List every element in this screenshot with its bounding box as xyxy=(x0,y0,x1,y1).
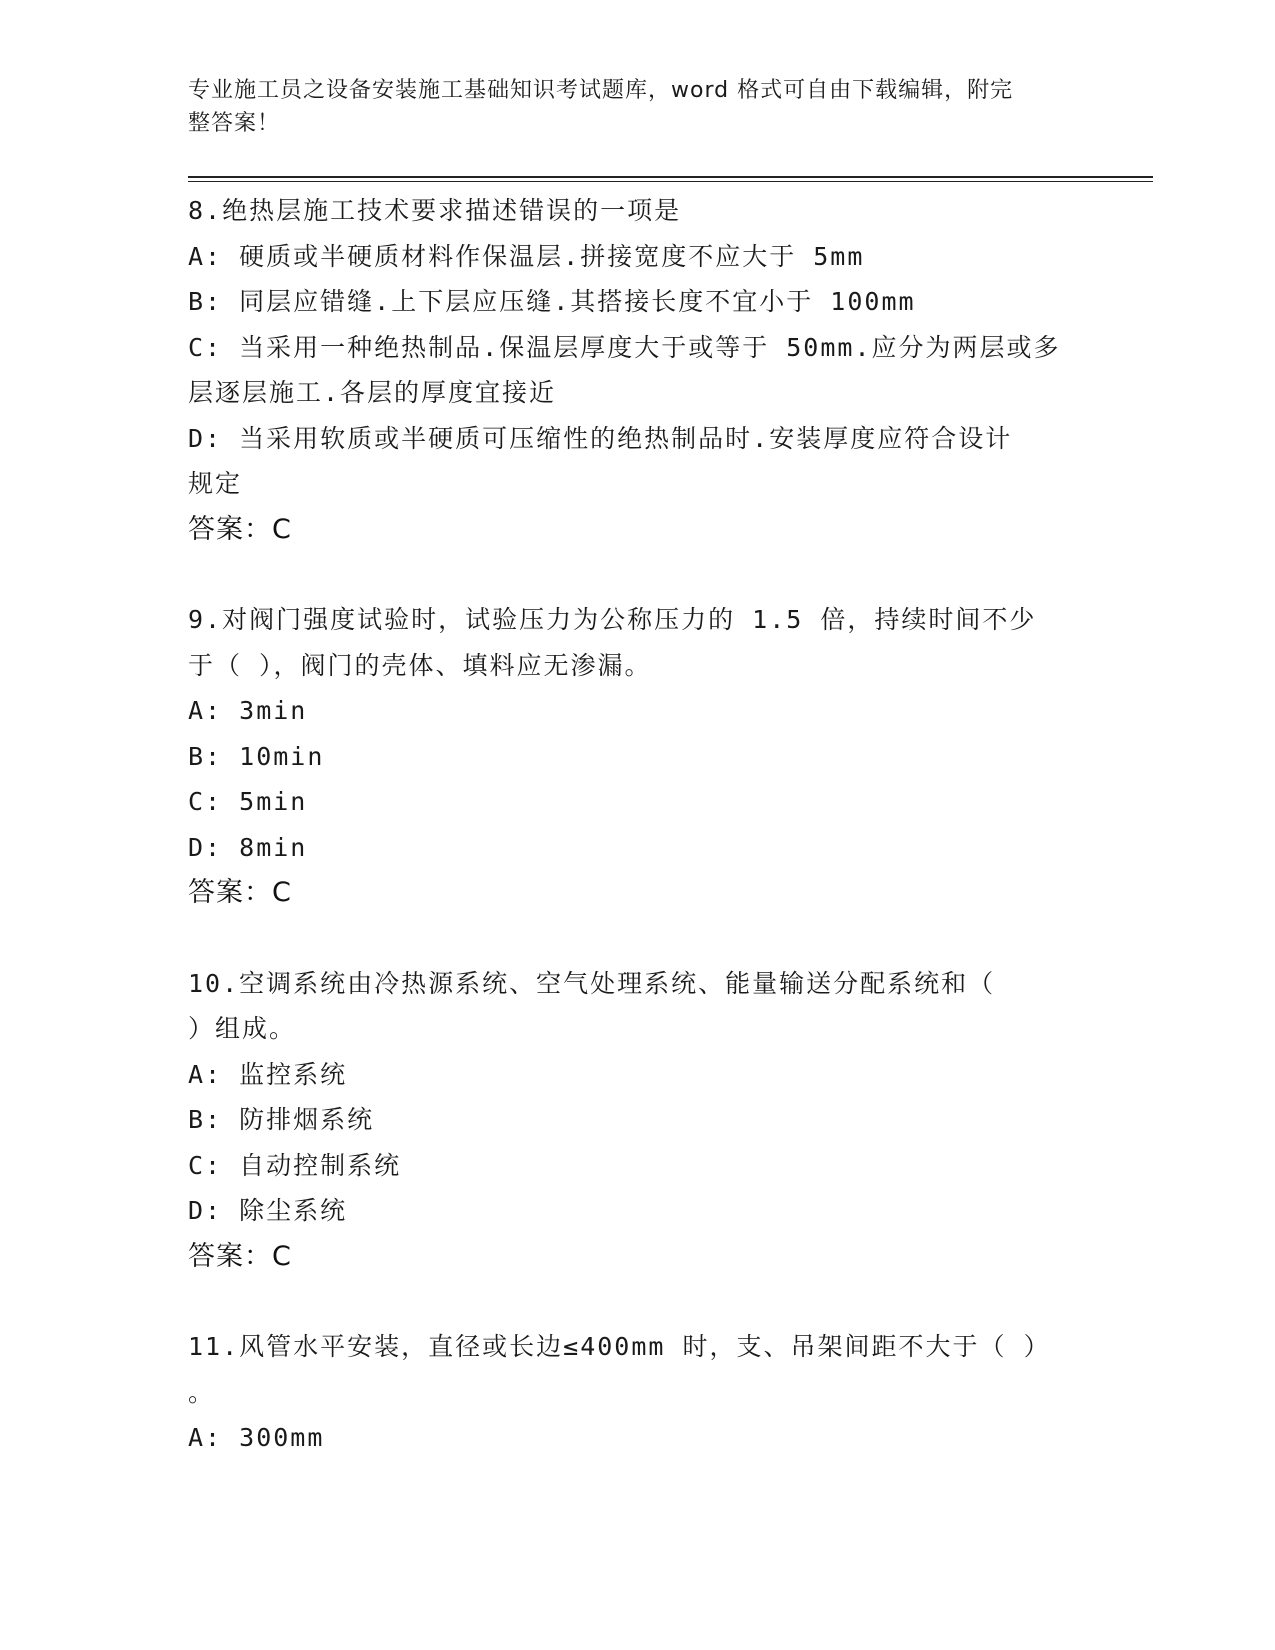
question-stem: 11.风管水平安装，直径或长边≤400mm 时，支、吊架间距不大于（ ） xyxy=(188,1332,1051,1361)
question-spacer xyxy=(188,1279,1088,1324)
question-block xyxy=(188,1324,1088,1461)
answer-key: 答案：C xyxy=(188,513,292,545)
answer-option: D: 除尘系统 xyxy=(188,1196,348,1225)
question-stem: 于（ ），阀门的壳体、填料应无渗漏。 xyxy=(188,650,652,680)
document-header xyxy=(188,74,1068,140)
answer-option: C: 自动控制系统 xyxy=(188,1150,402,1180)
answer-option: A: 监控系统 xyxy=(188,1059,348,1089)
answer-option: A: 3min xyxy=(188,696,308,725)
question-block xyxy=(188,188,1088,552)
answer-option: D: 8min xyxy=(188,832,308,862)
question-stem: 10.空调系统由冷热源系统、空气处理系统、能量输送分配系统和（ xyxy=(188,968,996,998)
answer-key: 答案：C xyxy=(188,877,292,908)
header-line-2: 整答案！ xyxy=(188,111,281,136)
answer-option: 规定 xyxy=(188,469,243,498)
question-stem: 9.对阀门强度试验时，试验压力为公称压力的 1.5 倍，持续时间不少 xyxy=(188,605,1037,634)
answer-option: A: 硬质或半硬质材料作保温层.拼接宽度不应大于 5mm xyxy=(188,241,865,271)
answer-option: B: 同层应错缝.上下层应压缝.其搭接长度不宜小于 100mm xyxy=(188,287,916,316)
header-divider-thin xyxy=(188,181,1153,182)
question-stem: ）组成。 xyxy=(188,1014,297,1043)
header-divider-thick xyxy=(188,176,1153,178)
question-stem: 。 xyxy=(188,1377,216,1407)
answer-option: 层逐层施工.各层的厚度宜接近 xyxy=(188,378,557,407)
question-list xyxy=(188,188,1088,1461)
header-line-1: 专业施工员之设备安装施工基础知识考试题库，word 格式可自由下载编辑，附完 xyxy=(188,78,1014,103)
answer-key: 答案：C xyxy=(188,1240,292,1272)
question-block xyxy=(188,961,1088,1280)
answer-option: B: 10min xyxy=(188,741,325,771)
answer-option: B: 防排烟系统 xyxy=(188,1105,375,1134)
answer-option: C: 5min xyxy=(188,787,308,816)
question-spacer xyxy=(188,916,1088,961)
question-block xyxy=(188,597,1088,916)
question-stem: 8.绝热层施工技术要求描述错误的一项是 xyxy=(188,196,682,225)
question-spacer xyxy=(188,552,1088,597)
answer-option: D: 当采用软质或半硬质可压缩性的绝热制品时.安装厚度应符合设计 xyxy=(188,423,1013,453)
answer-option: C: 当采用一种绝热制品.保温层厚度大于或等于 50mm.应分为两层或多 xyxy=(188,332,1061,362)
answer-option: A: 300mm xyxy=(188,1423,325,1452)
